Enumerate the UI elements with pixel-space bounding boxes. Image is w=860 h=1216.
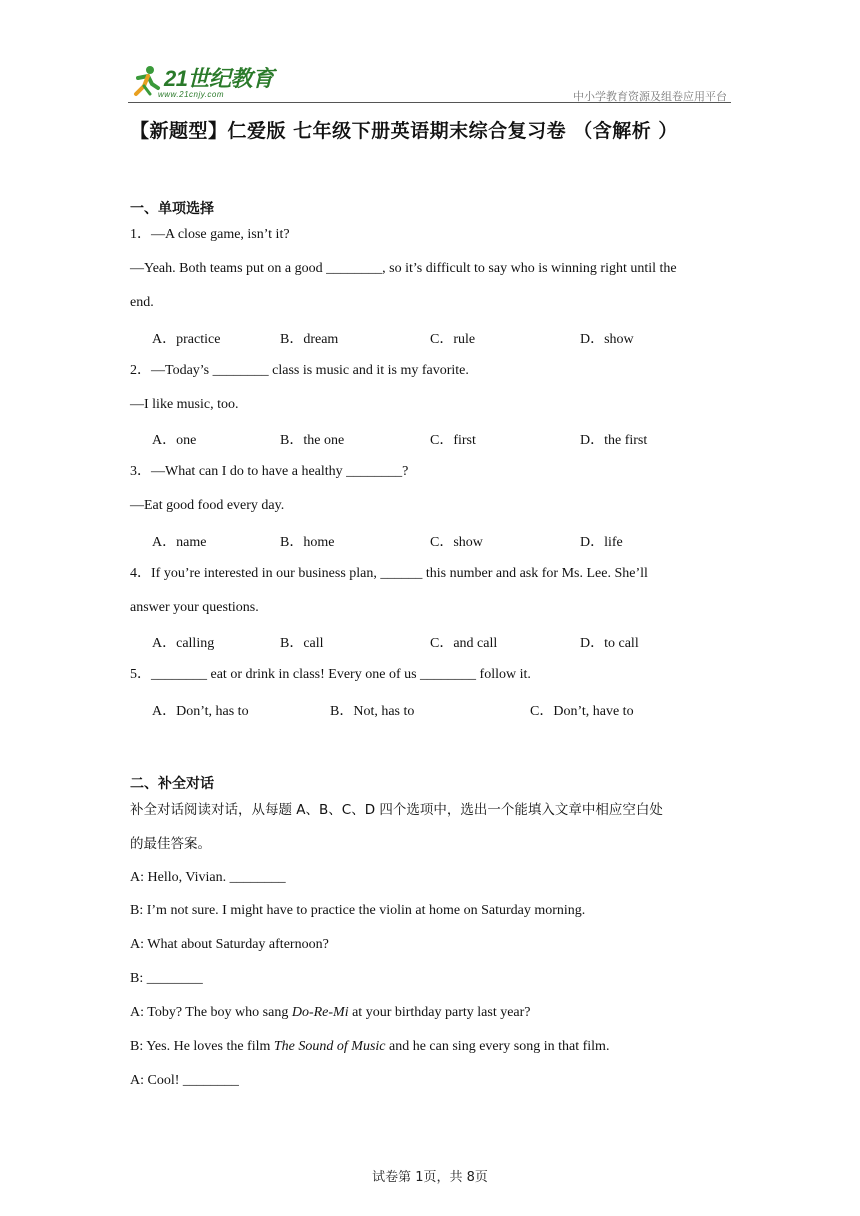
q5-line1: 5．________ eat or drink in class! Every one of us ________ follow it.: [130, 667, 531, 682]
page-footer: 试卷第 1页，共 8页: [372, 1170, 488, 1185]
q1-option-c[interactable]: C．rule: [430, 332, 476, 347]
q3-option-d[interactable]: D．life: [580, 535, 623, 550]
dialogue-line-1: A: Hello, Vivian. ________: [130, 870, 286, 885]
song-title: Do-Re-Mi: [291, 1005, 349, 1020]
q4-line2: answer your questions.: [130, 600, 259, 615]
q1-line3: end.: [130, 295, 154, 310]
dialogue-line-2: B: I’m not sure. I might have to practice the violin at home on Saturday morning.: [130, 903, 586, 918]
brand-logo: [128, 64, 278, 102]
logo-url: www.21cnjy.com: [158, 90, 224, 99]
page-title: 【新题型】仁爱版 七年级下册英语期末综合复习卷 （含解析 ）: [130, 120, 678, 142]
q1-option-b[interactable]: B．dream: [280, 332, 339, 347]
platform-label: 中小学教育资源及组卷应用平台: [573, 90, 727, 103]
logo-name: 21世纪教育: [164, 66, 274, 91]
q1-line1: 1．—A close game, isn’t it?: [130, 227, 290, 242]
q3-line1: 3．—What can I do to have a healthy ________?: [130, 464, 409, 479]
q2-option-d[interactable]: D．the first: [580, 433, 648, 448]
q5-option-c[interactable]: C．Don’t, have to: [530, 704, 634, 719]
runner-icon: [128, 64, 162, 98]
dialogue-line-6-part2: and he can sing every song in that film.: [385, 1039, 610, 1054]
q5-option-a[interactable]: A．Don’t, has to: [152, 704, 249, 719]
dialogue-line-5-part2: at your birthday party last year?: [348, 1005, 531, 1020]
dialogue-line-3: A: What about Saturday afternoon?: [130, 937, 329, 952]
film-title: The Sound of Music: [273, 1039, 386, 1054]
q3-line2: —Eat good food every day.: [130, 498, 285, 513]
dialogue-line-5-part1: A: Toby? The boy who sang: [130, 1005, 292, 1020]
dialogue-line-5: [130, 1004, 531, 1022]
q3-option-c[interactable]: C．show: [430, 535, 483, 550]
dialogue-line-6: [130, 1038, 609, 1056]
dialogue-line-6-part1: B: Yes. He loves the film: [130, 1039, 274, 1054]
q2-option-a[interactable]: A．one: [152, 433, 197, 448]
q1-option-d[interactable]: D．show: [580, 332, 634, 347]
q4-line1: 4．If you’re interested in our business plan, ______ this number and ask for Ms. Lee. She’ll: [130, 566, 648, 581]
q2-line1: 2．—Today’s ________ class is music and it is my favorite.: [130, 363, 469, 378]
q4-option-b[interactable]: B．call: [280, 636, 324, 651]
header-divider: [128, 102, 731, 103]
q2-line2: —I like music, too.: [130, 397, 239, 412]
q2-option-b[interactable]: B．the one: [280, 433, 345, 448]
q3-option-b[interactable]: B．home: [280, 535, 335, 550]
q4-option-d[interactable]: D．to call: [580, 636, 639, 651]
section-2-instruction-line2: 的最佳答案。: [130, 836, 211, 852]
q2-option-c[interactable]: C．first: [430, 433, 476, 448]
dialogue-line-4: B: ________: [130, 971, 203, 986]
q4-option-c[interactable]: C．and call: [430, 636, 498, 651]
section-2-heading: 二、补全对话: [130, 776, 214, 792]
q4-option-a[interactable]: A．calling: [152, 636, 215, 651]
dialogue-line-7: A: Cool! ________: [130, 1073, 239, 1088]
section-2-instruction-line1: 补全对话阅读对话，从每题 A、B、C、D 四个选项中，选出一个能填入文章中相应空白处: [130, 802, 663, 818]
page-header: [128, 64, 731, 104]
q1-line2: —Yeah. Both teams put on a good ________, so it’s difficult to say who is winning right until the: [130, 261, 677, 276]
q5-option-b[interactable]: B．Not, has to: [330, 704, 415, 719]
section-1-heading: 一、单项选择: [130, 201, 214, 217]
q1-option-a[interactable]: A．practice: [152, 332, 221, 347]
q3-option-a[interactable]: A．name: [152, 535, 207, 550]
